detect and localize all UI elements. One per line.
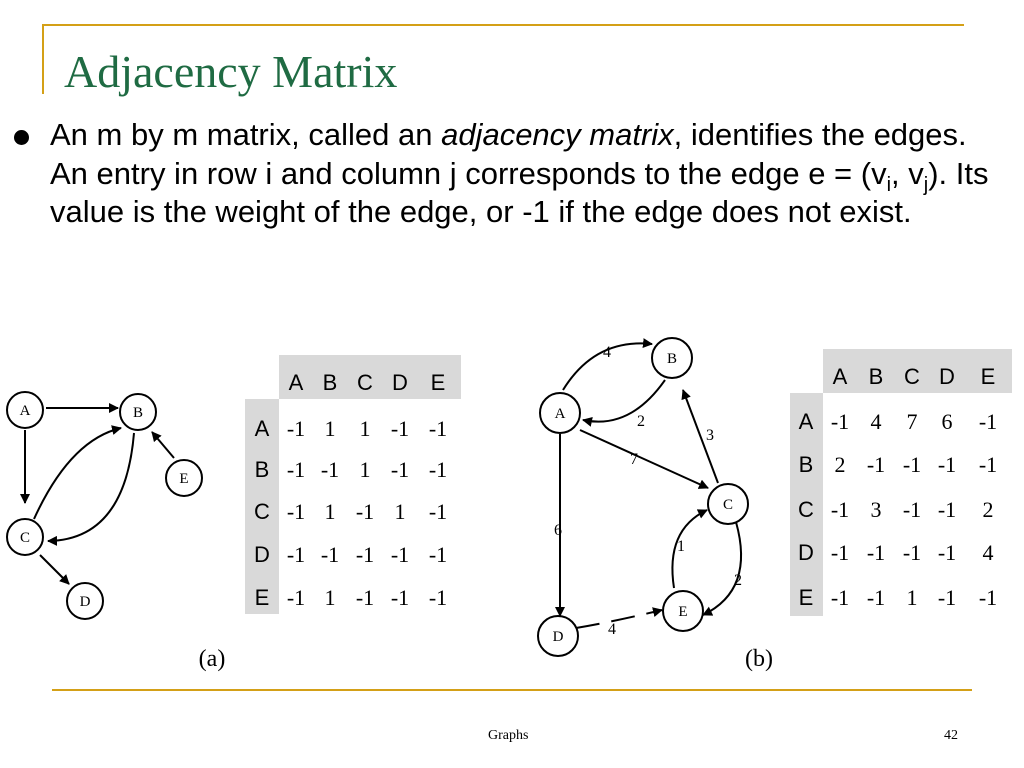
graph-a-edge-C-B (34, 428, 121, 519)
graph-b-edge-C-B (683, 390, 718, 483)
matrix-a-cell: 1 (394, 499, 406, 524)
graph-b-edge-E-C-weight: 1 (677, 538, 685, 555)
graph-b-node-A (540, 393, 580, 433)
matrix-a-row-header: B (254, 457, 270, 482)
graph-a-node-A (7, 392, 43, 428)
matrix-b-cell: -1 (830, 540, 850, 565)
graph-a-node-D (67, 583, 103, 619)
matrix-a-row-header: C (254, 499, 270, 524)
graph-b-edge-D-E-weight: 4 (608, 621, 616, 638)
graph-a (7, 392, 202, 619)
graph-b-edge-B-A (583, 380, 665, 430)
graph-b-node-E-label: E (678, 604, 688, 620)
matrix-a-row-header: E (254, 585, 270, 610)
graph-b-edge-A-C (580, 430, 708, 488)
graph-b-node-A-label: A (554, 406, 566, 422)
matrix-b-cell: -1 (902, 452, 922, 477)
matrix-a-cell: -1 (390, 416, 410, 441)
bullet-icon (14, 130, 29, 145)
matrix-a-cell: -1 (428, 457, 448, 482)
frame-top-line (42, 24, 964, 26)
graph-b-edge-B-A-weight: 2 (637, 413, 645, 430)
matrix-a-col-header: C (357, 370, 373, 395)
matrix-b-cell: 6 (941, 409, 953, 434)
matrix-b-cell: -1 (830, 409, 850, 434)
matrix-b-cell: 4 (870, 409, 882, 434)
matrix-a-cell: -1 (286, 499, 306, 524)
graph-a-node-C (7, 519, 43, 555)
graph-b-edge-C-E-weight: 2 (734, 572, 742, 589)
page-number: 42 (944, 728, 958, 743)
graph-b-node-E (663, 591, 703, 631)
matrix-a (245, 355, 461, 614)
matrix-b-cell: 1 (906, 585, 918, 610)
matrix-a-col-header: E (430, 370, 446, 395)
matrix-b-cell: -1 (978, 409, 998, 434)
matrix-b-cell: -1 (902, 540, 922, 565)
matrix-a-cell: -1 (286, 416, 306, 441)
matrix-b-cell: -1 (937, 540, 957, 565)
matrix-b-cell: -1 (937, 452, 957, 477)
matrix-b-cell: 3 (870, 497, 882, 522)
graph-b-edge-A-C-weight: 7 (630, 451, 638, 468)
matrix-b-col-header: C (904, 364, 920, 389)
matrix-b-cell: -1 (937, 585, 957, 610)
matrix-b-cell: 7 (906, 409, 918, 434)
matrix-a-cell: 1 (324, 416, 336, 441)
frame-left-line (42, 24, 44, 94)
matrix-a-cell: -1 (390, 585, 410, 610)
graph-b-edge-A-D (554, 434, 562, 616)
graph-b-node-C-label: C (722, 497, 734, 513)
graph-a-node-B (120, 394, 156, 430)
matrix-a-row-header: D (254, 542, 270, 567)
matrix-a-col-header: D (392, 370, 408, 395)
matrix-b-cell: -1 (866, 452, 886, 477)
graph-b-edge-A-B (563, 343, 652, 390)
graph-a-node-C-label: C (19, 530, 31, 546)
matrix-a-cell: 1 (324, 499, 336, 524)
graph-b-node-B-label: B (666, 351, 678, 367)
caption-b: (b) (745, 646, 773, 672)
matrix-a-cell: 1 (359, 457, 371, 482)
graph-a-node-A-label: A (19, 403, 31, 419)
matrix-b-row-header: C (798, 497, 814, 522)
graph-b-edge-C-B-weight: 3 (706, 427, 714, 444)
graph-a-node-E-label: E (179, 471, 189, 487)
bullet-text: An m by m matrix, called an adjacency matrix, identifies the edges. An entry in row i and column j corresponds to the edge $e = (v_i$, $v_j$). Its value is the weight of the edge, or -1 if the edge does not exist. (50, 117, 989, 229)
matrix-a-cell: -1 (428, 416, 448, 441)
graph-a-edge-C-D (40, 555, 69, 584)
matrix-b-cell: -1 (830, 497, 850, 522)
caption-a: (a) (198, 646, 226, 672)
graph-b-edge-E-C (672, 510, 707, 588)
matrix-a-cell: -1 (355, 542, 375, 567)
matrix-b-col-header: E (980, 364, 996, 389)
graph-a-node-D-label: D (79, 594, 91, 610)
matrix-b (790, 349, 1012, 616)
matrix-b-row-header: D (798, 540, 814, 565)
matrix-a-cell: -1 (355, 499, 375, 524)
matrix-a-cell: -1 (286, 542, 306, 567)
graph-b-node-D (538, 616, 578, 656)
figure-canvas (0, 300, 1024, 690)
slide-title: Adjacency Matrix (64, 46, 398, 97)
matrix-b-col-header: A (832, 364, 848, 389)
matrix-a-cell: -1 (286, 585, 306, 610)
matrix-a-row-header: A (254, 416, 270, 441)
matrix-b-cell: -1 (866, 540, 886, 565)
graph-a-node-E (166, 460, 202, 496)
graph-b-node-B (652, 338, 692, 378)
graph-b (538, 338, 748, 656)
matrix-b-col-header: B (868, 364, 884, 389)
matrix-a-cell: 1 (359, 416, 371, 441)
matrix-a-cell: -1 (286, 457, 306, 482)
graph-b-edge-C-E (703, 522, 742, 615)
matrix-b-cell: -1 (830, 585, 850, 610)
matrix-b-cell: 4 (982, 540, 994, 565)
matrix-a-cell: -1 (428, 542, 448, 567)
footer-title: Graphs (488, 728, 529, 743)
matrix-b-row-header: B (798, 452, 814, 477)
matrix-b-cell: 2 (982, 497, 994, 522)
footer-divider (52, 689, 972, 691)
matrix-b-row-header: A (798, 409, 814, 434)
matrix-a-cell: -1 (320, 457, 340, 482)
graph-b-node-C (708, 484, 748, 524)
matrix-a-cell: -1 (320, 542, 340, 567)
matrix-a-cell: -1 (355, 585, 375, 610)
matrix-b-col-header: D (939, 364, 955, 389)
graph-a-edge-B-C (48, 433, 134, 541)
matrix-a-cell: -1 (428, 585, 448, 610)
matrix-a-col-header: B (322, 370, 338, 395)
graph-a-edge-E-B (152, 432, 174, 458)
matrix-b-cell: -1 (978, 585, 998, 610)
matrix-b-cell: -1 (866, 585, 886, 610)
matrix-a-col-header: A (288, 370, 304, 395)
matrix-b-cell: -1 (978, 452, 998, 477)
graph-b-edge-D-E (576, 610, 662, 638)
matrix-b-cell: -1 (937, 497, 957, 522)
matrix-b-cell: -1 (902, 497, 922, 522)
graph-a-node-B-label: B (132, 405, 144, 421)
matrix-a-cell: 1 (324, 585, 336, 610)
graph-b-edge-A-D-weight: 6 (554, 522, 562, 539)
graph-b-node-D-label: D (552, 629, 564, 645)
matrix-a-cell: -1 (428, 499, 448, 524)
matrix-a-cell: -1 (390, 457, 410, 482)
matrix-a-cell: -1 (390, 542, 410, 567)
matrix-b-row-header: E (798, 585, 814, 610)
matrix-b-cell: 2 (834, 452, 846, 477)
graph-b-edge-A-B-weight: 4 (603, 344, 611, 361)
